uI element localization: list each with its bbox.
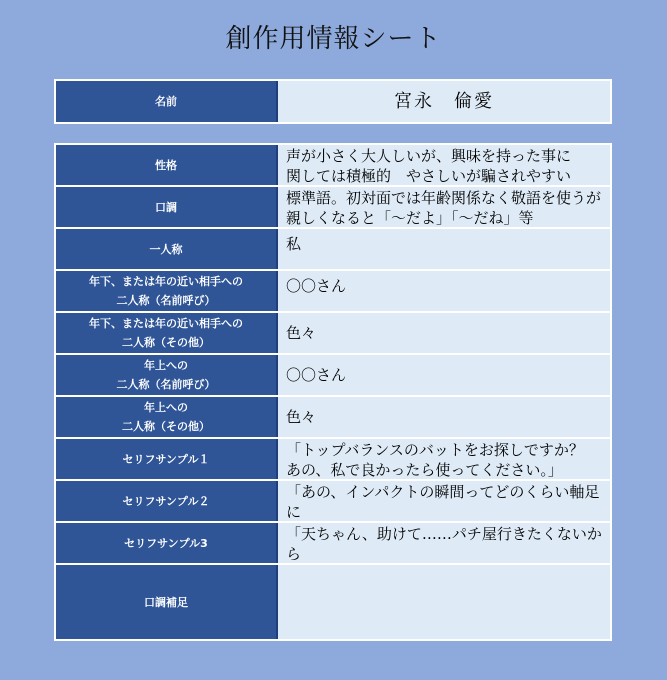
dialogue-sample-3-value: 「天ちゃん、助けて……パチ屋行きたくないから bbox=[278, 523, 610, 563]
page-title: 創作用情報シート bbox=[225, 24, 442, 54]
dialogue-sample-1-label: セリフサンプル１ bbox=[56, 439, 278, 479]
speech-style-value: 標準語。初対面では年齢関係なく敬語を使うが 親しくなると「～だよ」「～だね」等 bbox=[278, 187, 610, 227]
younger-other-call-label: 年下、または年の近い相手への 二人称（その他） bbox=[56, 313, 278, 353]
younger-name-call-value: 〇〇さん bbox=[278, 271, 610, 311]
speech-notes-value bbox=[278, 565, 610, 639]
personality-row bbox=[56, 145, 610, 187]
older-other-call-label: 年上への 二人称（その他） bbox=[56, 397, 278, 437]
first-person-label: 一人称 bbox=[56, 229, 278, 269]
dialogue-sample-2-value: 「あの、インパクトの瞬間ってどのくらい軸足に bbox=[278, 481, 610, 521]
older-name-call-row bbox=[56, 355, 610, 397]
speech-notes-row bbox=[56, 565, 610, 639]
older-name-call-value: 〇〇さん bbox=[278, 355, 610, 395]
name-value: 宮永 倫愛 bbox=[278, 81, 610, 122]
dialogue-sample-1-value: 「トップバランスのバットをお探しですか？ あの、私で良かったら使ってください。」 bbox=[278, 439, 610, 479]
older-name-call-label: 年上への 二人称（名前呼び） bbox=[56, 355, 278, 395]
speech-style-label: 口調 bbox=[56, 187, 278, 227]
dialogue-sample-3-row bbox=[56, 523, 610, 565]
younger-other-call-value: 色々 bbox=[278, 313, 610, 353]
personality-value: 声が小さく大人しいが、興味を持った事に 関しては積極的 やさしいが騙されやすい bbox=[278, 145, 610, 185]
personality-label: 性格 bbox=[56, 145, 278, 185]
younger-other-call-row bbox=[56, 313, 610, 355]
name-label: 名前 bbox=[56, 81, 278, 122]
first-person-value: 私 bbox=[278, 229, 610, 269]
dialogue-sample-2-row bbox=[56, 481, 610, 523]
name-row bbox=[56, 81, 610, 122]
first-person-row bbox=[56, 229, 610, 271]
younger-name-call-row bbox=[56, 271, 610, 313]
dialogue-sample-1-row bbox=[56, 439, 610, 481]
older-other-call-row bbox=[56, 397, 610, 439]
character-info-table bbox=[54, 143, 612, 641]
speech-style-row bbox=[56, 187, 610, 229]
name-table bbox=[54, 79, 612, 124]
dialogue-sample-2-label: セリフサンプル２ bbox=[56, 481, 278, 521]
older-other-call-value: 色々 bbox=[278, 397, 610, 437]
dialogue-sample-3-label: セリフサンプル3 bbox=[56, 523, 278, 563]
younger-name-call-label: 年下、または年の近い相手への 二人称（名前呼び） bbox=[56, 271, 278, 311]
speech-notes-label: 口調補足 bbox=[56, 565, 278, 639]
